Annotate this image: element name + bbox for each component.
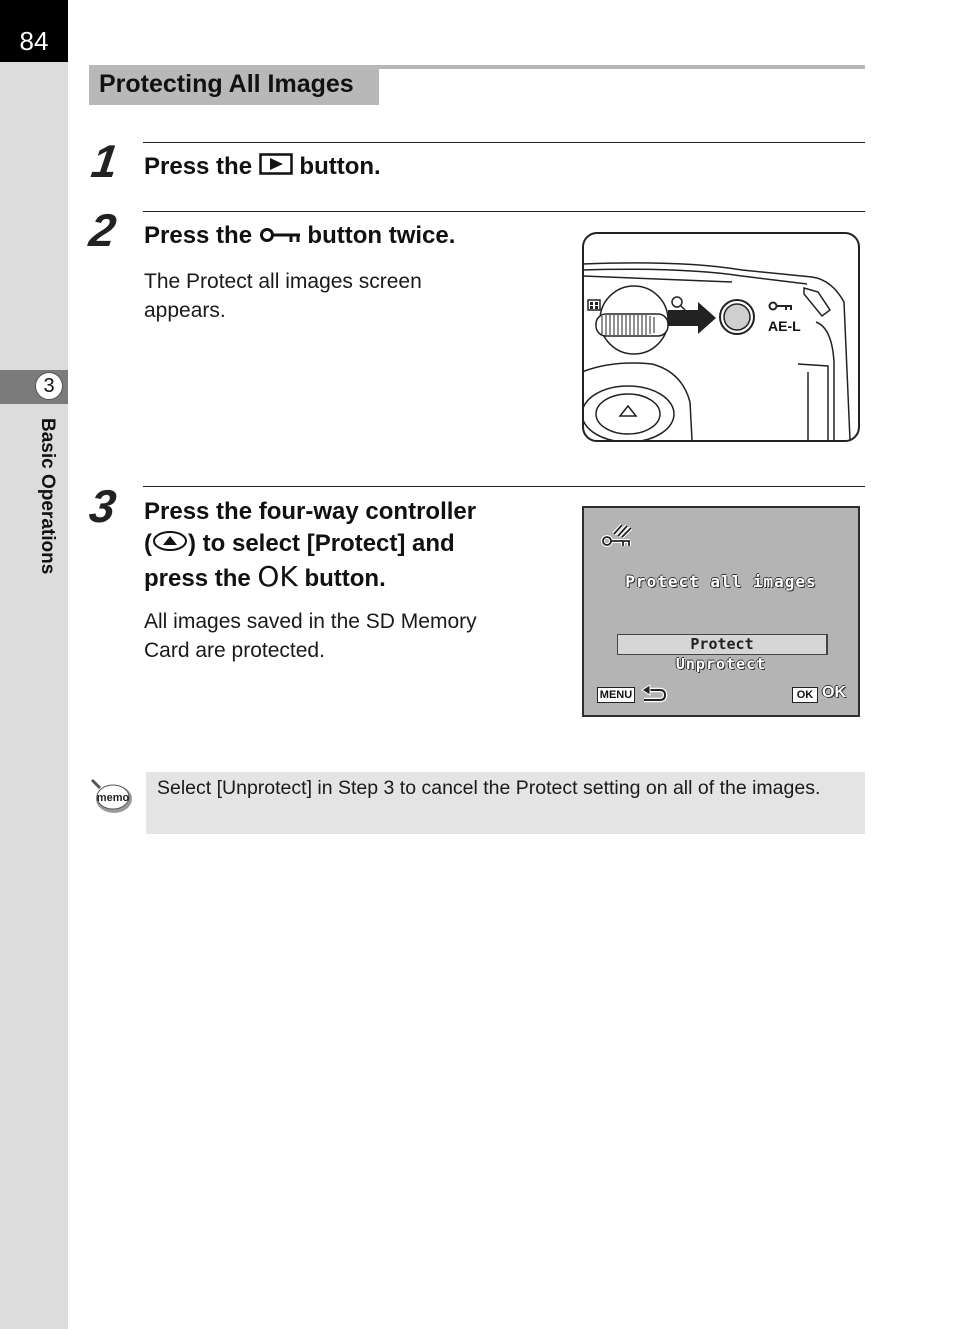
step-3-rule bbox=[143, 486, 865, 487]
lcd-option-unprotect[interactable]: Unprotect bbox=[675, 655, 767, 673]
protect-key-icon bbox=[600, 522, 634, 555]
step-2-body-line-1: The Protect all images screen bbox=[144, 270, 422, 293]
lcd-ok-box[interactable]: OK bbox=[792, 687, 818, 703]
ae-l-label: AE-L bbox=[768, 318, 801, 334]
chapter-number: 3 bbox=[35, 372, 63, 400]
step-3-body bbox=[144, 607, 477, 665]
step-2-body bbox=[144, 267, 422, 325]
step-1-number: 1 bbox=[88, 135, 122, 187]
step-3-line-3-post: button. bbox=[304, 564, 386, 592]
step-2-body-line-2: appears. bbox=[144, 299, 226, 322]
step-3-line-2-pre: ( bbox=[144, 530, 152, 557]
step-1-title bbox=[144, 151, 381, 184]
lcd-inner bbox=[584, 508, 858, 715]
step-2-number: 2 bbox=[86, 204, 120, 256]
step-2-pre: Press the bbox=[144, 222, 253, 249]
ok-glyph: OK bbox=[257, 559, 298, 593]
memo-icon bbox=[90, 778, 134, 821]
step-3-number: 3 bbox=[86, 480, 120, 532]
step-3-body-line-1: All images saved in the SD Memory bbox=[144, 610, 477, 633]
grid-icon bbox=[588, 300, 600, 310]
lcd-menu-button[interactable]: MENU bbox=[597, 687, 635, 703]
step-1-rule bbox=[143, 142, 865, 143]
step-3-line-3 bbox=[144, 561, 476, 595]
camera-illustration bbox=[582, 232, 860, 442]
step-3-line-3-pre: press the bbox=[144, 564, 251, 592]
step-3-line-2 bbox=[144, 528, 476, 561]
lcd-screen bbox=[582, 506, 860, 717]
step-3-title bbox=[144, 496, 476, 595]
step-2-title bbox=[144, 220, 455, 253]
step-3-line-1: Press the four-way controller bbox=[144, 498, 477, 525]
memo-text: Select [Unprotect] in Step 3 to cancel the Protect setting on all of the images. bbox=[157, 777, 821, 799]
step-1-pre: Press the bbox=[144, 153, 253, 180]
step-2-post: button twice. bbox=[307, 222, 456, 249]
chapter-label: Basic Operations bbox=[37, 418, 58, 575]
back-arrow-icon bbox=[640, 684, 668, 709]
step-3-body-line-2: Card are protected. bbox=[144, 639, 325, 662]
step-2-rule bbox=[143, 211, 865, 212]
step-1-post: button. bbox=[299, 153, 381, 180]
sidebar bbox=[0, 0, 68, 1329]
memo-label: memo bbox=[96, 792, 130, 804]
page-number: 84 bbox=[19, 26, 49, 56]
key-icon bbox=[259, 221, 301, 253]
step-3-line-2-post: ) to select [Protect] and bbox=[188, 530, 455, 557]
lcd-option-protect[interactable]: Protect bbox=[617, 634, 828, 655]
playback-icon bbox=[259, 152, 293, 184]
section-title: Protecting All Images bbox=[99, 70, 354, 98]
lcd-title: Protect all images bbox=[625, 572, 817, 591]
lcd-ok-label: OK bbox=[822, 684, 846, 701]
four-way-up-icon bbox=[152, 529, 188, 561]
page-number-box bbox=[0, 0, 68, 62]
